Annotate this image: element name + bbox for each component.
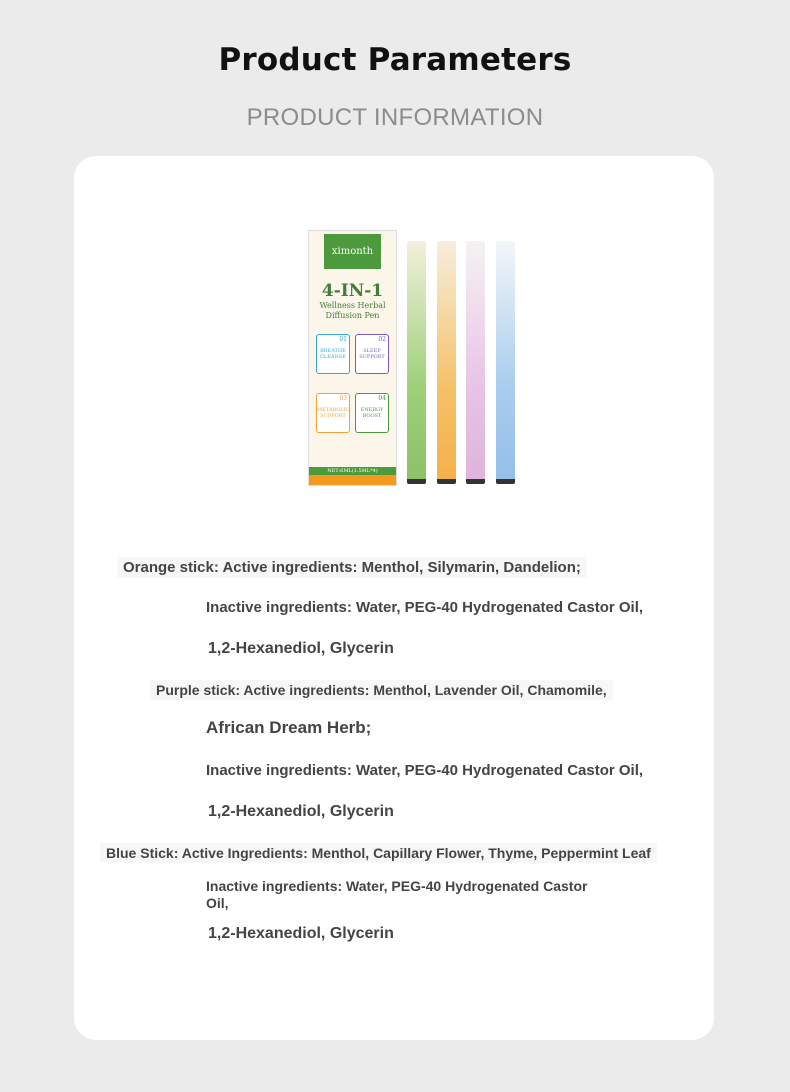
orange-tail-text: 1,2-Hexanediol, Glycerin bbox=[208, 640, 394, 657]
orange-active-text: Orange stick: Active ingredients: Menthol, Silymarin, Dandelion; bbox=[117, 557, 587, 578]
brand-logo: ximonth bbox=[324, 234, 381, 269]
purple-inactive-text: Inactive ingredients: Water, PEG-40 Hydrogenated Castor Oil, bbox=[206, 762, 644, 779]
purple-active-text: Purple stick: Active ingredients: Menthol, Lavender Oil, Chamomile, bbox=[150, 680, 613, 700]
green-pen bbox=[407, 241, 426, 484]
tile-sleep: 02 SLEEP SUPPORT bbox=[355, 334, 389, 374]
net-label: NET:6ML(1.5ML*4) bbox=[309, 467, 396, 475]
box-subtitle: Wellness Herbal Diffusion Pen bbox=[319, 301, 386, 320]
product-box-image bbox=[309, 231, 396, 485]
page-subtitle: PRODUCT INFORMATION bbox=[246, 104, 544, 131]
orange-pen bbox=[437, 241, 456, 484]
tile-energy: 04 ENERGY BOOST bbox=[355, 393, 389, 433]
blue-pen bbox=[496, 241, 515, 484]
orange-inactive-text: Inactive ingredients: Water, PEG-40 Hydrogenated Castor Oil, bbox=[206, 599, 644, 616]
page-title: Product Parameters bbox=[218, 42, 572, 78]
purple-pen bbox=[466, 241, 485, 484]
purple-active-cont-text: African Dream Herb; bbox=[206, 718, 372, 737]
blue-inactive-line1: Inactive ingredients: Water, PEG-40 Hydrogenated Castor bbox=[206, 878, 588, 894]
blue-active-text: Blue Stick: Active Ingredients: Menthol, Capillary Flower, Thyme, Peppermint Leaf bbox=[100, 843, 657, 863]
blue-inactive-line2: Oil, bbox=[206, 895, 229, 911]
tile-breathe: 01 BREATHE CLEANSE bbox=[316, 334, 350, 374]
box-headline: 4-IN-1 bbox=[321, 281, 384, 301]
blue-tail-text: 1,2-Hexanediol, Glycerin bbox=[208, 925, 394, 942]
purple-tail-text: 1,2-Hexanediol, Glycerin bbox=[208, 803, 394, 820]
box-footer-stripe bbox=[309, 475, 396, 485]
tile-metabolic: 03 METABOLIC SUPPORT bbox=[316, 393, 350, 433]
